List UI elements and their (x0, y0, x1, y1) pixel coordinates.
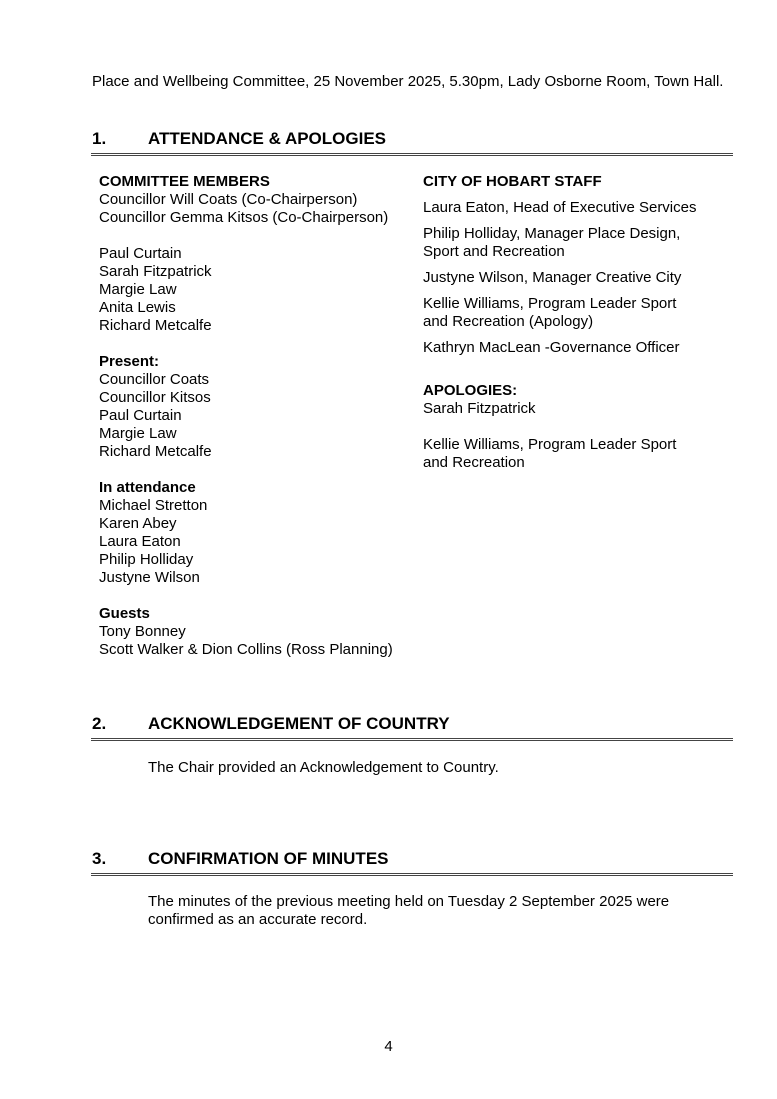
section-number: 3. (92, 849, 107, 868)
list-item: Paul Curtain (99, 407, 182, 424)
meeting-intro: Place and Wellbeing Committee, 25 November 2025, 5.30pm, Lady Osborne Room, Town Hall. (92, 73, 724, 90)
present-heading: Present: (99, 353, 160, 370)
section-divider (91, 873, 733, 876)
staff-entry (423, 269, 697, 287)
list-item: Richard Metcalfe (99, 443, 212, 460)
section-2-text: The Chair provided an Acknowledgement to Country. (148, 759, 499, 776)
section-title: ATTENDANCE & APOLOGIES (148, 129, 387, 148)
staff-line: Kellie Williams, Program Leader Sport (423, 295, 677, 312)
guests-heading: Guests (99, 605, 150, 622)
page-number: 4 (384, 1038, 393, 1055)
list-item: Paul Curtain (99, 245, 182, 262)
staff-line: Philip Holliday, Manager Place Design, (423, 225, 681, 242)
staff-entry (423, 339, 697, 357)
list-item: Laura Eaton (99, 533, 181, 550)
staff-heading: CITY OF HOBART STAFF (423, 173, 602, 190)
staff-line: Laura Eaton, Head of Executive Services (423, 199, 697, 216)
in-attendance-heading: In attendance (99, 479, 196, 496)
list-item: Scott Walker & Dion Collins (Ross Planning) (99, 641, 393, 658)
list-item: Philip Holliday (99, 551, 194, 568)
list-item: Councillor Coats (99, 371, 210, 388)
list-item: Councillor Will Coats (Co-Chairperson) (99, 191, 358, 208)
apologies-heading: APOLOGIES: (423, 382, 518, 399)
attendance-left-column (99, 173, 393, 659)
section-3-text: The minutes of the previous meeting held on Tuesday 2 September 2025 were confirmed as an accurate record. (148, 893, 670, 928)
section-title: ACKNOWLEDGEMENT OF COUNTRY (148, 714, 450, 733)
list-item: Michael Stretton (99, 497, 208, 514)
staff-line: and Recreation (Apology) (423, 313, 594, 330)
list-item: Anita Lewis (99, 299, 176, 316)
section-divider (91, 153, 733, 156)
section-number: 1. (92, 129, 107, 148)
list-item: Tony Bonney (99, 623, 186, 640)
list-item: Margie Law (99, 281, 177, 298)
staff-line: Justyne Wilson, Manager Creative City (423, 269, 682, 286)
committee-members-heading: COMMITTEE MEMBERS (99, 173, 270, 190)
section-number: 2. (92, 714, 107, 733)
section-divider (91, 738, 733, 741)
list-item: Councillor Gemma Kitsos (Co-Chairperson) (99, 209, 389, 226)
list-item: Karen Abey (99, 515, 177, 532)
list-item: Councillor Kitsos (99, 389, 211, 406)
list-item: Sarah Fitzpatrick (99, 263, 212, 280)
staff-line: Kathryn MacLean -Governance Officer (423, 339, 680, 356)
apology-line: Sarah Fitzpatrick (423, 400, 536, 417)
list-item: Richard Metcalfe (99, 317, 212, 334)
staff-entry (423, 199, 697, 217)
staff-entry (423, 295, 697, 331)
staff-line: Sport and Recreation (423, 243, 565, 260)
apology-line: and Recreation (423, 454, 525, 471)
section-title: CONFIRMATION OF MINUTES (148, 849, 389, 868)
staff-entry (423, 225, 697, 261)
list-item: Justyne Wilson (99, 569, 200, 586)
attendance-right-column (423, 173, 697, 472)
list-item: Margie Law (99, 425, 177, 442)
apology-line: Kellie Williams, Program Leader Sport (423, 436, 677, 453)
